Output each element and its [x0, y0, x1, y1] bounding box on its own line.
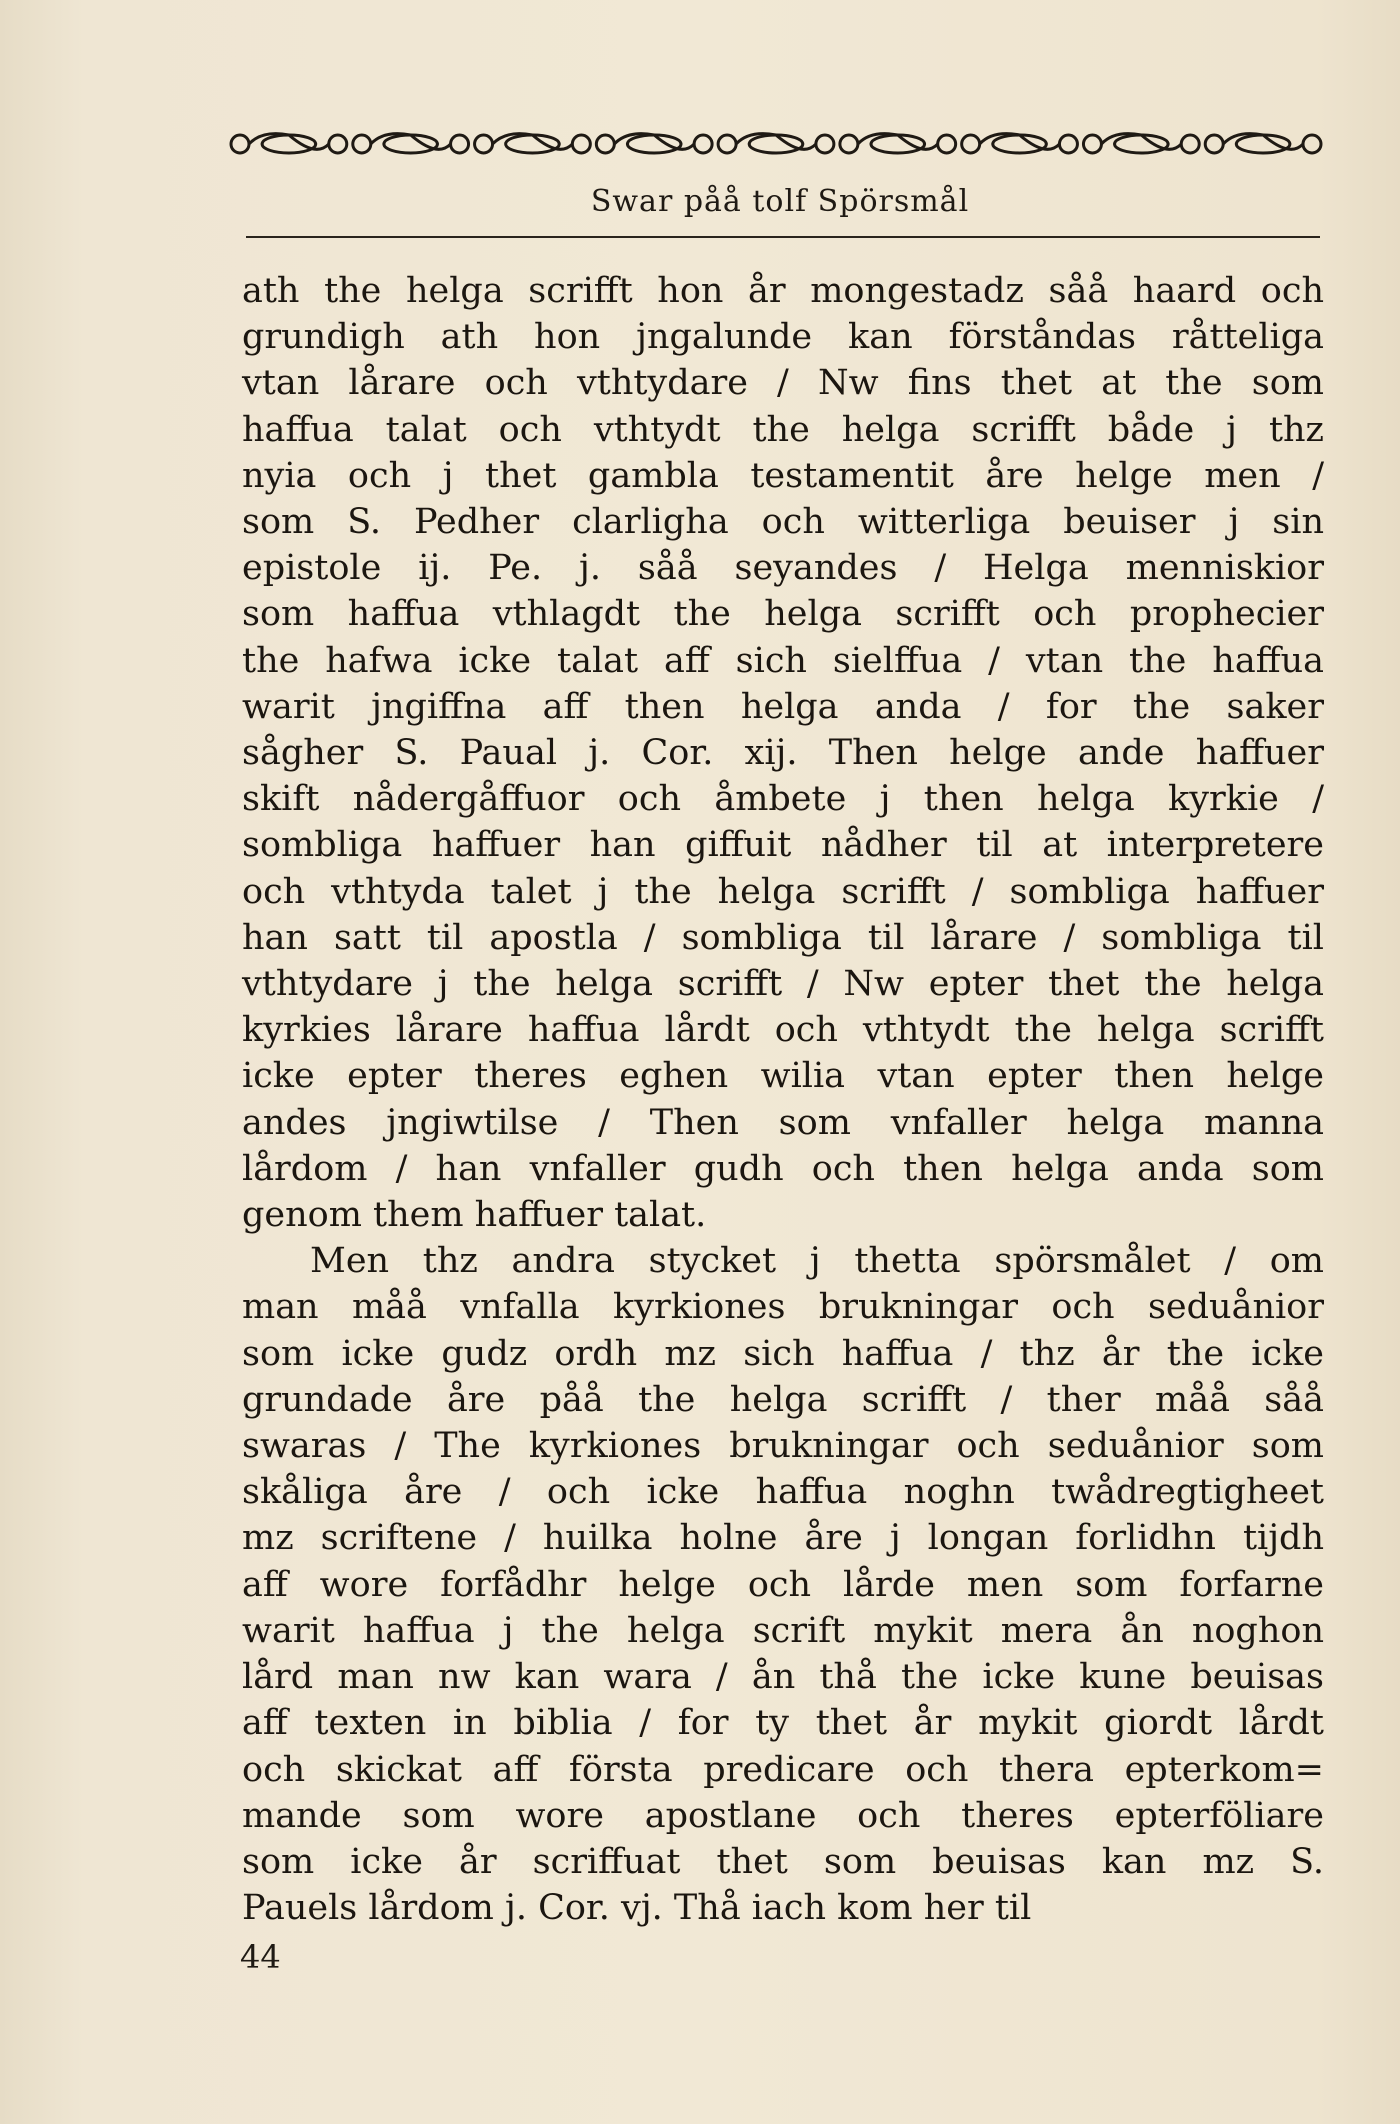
text-line: han satt til apostla / sombliga til lårare / sombliga til — [242, 917, 1324, 958]
paragraph — [242, 268, 1324, 1238]
text-line: nyia och j thet gambla testamentit åre helge men / — [242, 455, 1324, 496]
text-line: icke epter theres eghen wilia vtan epter then helge — [242, 1056, 1324, 1097]
text-line: skift nådergåffuor och åmbete j then helga kyrkie / — [242, 779, 1324, 820]
text-line: lårdom / han vnfaller gudh och then helga anda som — [242, 1148, 1324, 1189]
text-line: haffua talat och vthtydt the helga scrifft både j thz — [242, 409, 1324, 450]
text-line: the hafwa icke talat aff sich sielffua / vtan the haffua — [242, 640, 1324, 681]
page-number: 44 — [240, 1938, 281, 1976]
text-line: epistole ij. Pe. j. såå seyandes / Helga menniskior — [242, 548, 1324, 589]
text-line: och vthtyda talet j the helga scrifft / sombliga haffuer — [242, 871, 1324, 912]
text-line: grundade åre påå the helga scrifft / ther måå såå — [242, 1379, 1324, 1420]
text-line: vthtydare j the helga scrifft / Nw epter thet the helga — [242, 964, 1324, 1005]
text-line: och skickat aff första predicare och thera epterkom= — [242, 1749, 1324, 1790]
text-line: vtan lårare och vthtydare / Nw fins thet at the som — [242, 363, 1324, 404]
paragraph — [242, 1238, 1324, 1931]
text-line: Men thz andra stycket j thetta spörsmålet / om — [310, 1241, 1324, 1282]
text-line: grundigh ath hon jngalunde kan förståndas råtteliga — [242, 317, 1324, 358]
text-line: kyrkies lårare haffua lårdt och vthtydt the helga scrifft — [242, 1010, 1324, 1051]
text-line: andes jngiwtilse / Then som vnfaller helga manna — [242, 1102, 1324, 1143]
running-head: Swar påå tolf Spörsmål — [590, 184, 970, 219]
text-line: som haffua vthlagdt the helga scrifft och prophecier — [242, 594, 1324, 635]
text-line: aff wore forfådhr helge och lårde men som forfarne — [242, 1564, 1324, 1605]
text-line: warit jngiffna aff then helga anda / for the saker — [242, 686, 1324, 727]
text-line: Pauels lårdom j. Cor. vj. Thå iach kom her til — [242, 1888, 1032, 1929]
text-line: warit haffua j the helga scrift mykit mera ån noghon — [242, 1610, 1324, 1651]
text-line: som icke gudz ordh mz sich haffua / thz år the icke — [242, 1333, 1324, 1374]
text-line: mz scriftene / huilka holne åre j longan forlidhn tijdh — [242, 1518, 1324, 1559]
text-line: skåliga åre / och icke haffua noghn twådregtigheet — [242, 1472, 1324, 1513]
text-line: som S. Pedher clarligha och witterliga beuiser j sin — [242, 502, 1324, 543]
text-line: lård man nw kan wara / ån thå the icke kune beuisas — [242, 1657, 1324, 1698]
text-line: man måå vnfalla kyrkiones brukningar och seduånior — [242, 1287, 1324, 1328]
text-line: som icke år scriffuat thet som beuisas kan mz S. — [242, 1841, 1324, 1882]
header-rule — [246, 236, 1320, 238]
text-line: ath the helga scrifft hon år mongestadz såå haard och — [242, 271, 1324, 311]
text-line: aff texten in biblia / for ty thet år mykit giordt lårdt — [242, 1703, 1324, 1744]
text-line: sågher S. Paual j. Cor. xij. Then helge ande haffuer — [242, 733, 1324, 774]
text-line: sombliga haffuer han giffuit nådher til at interpretere — [242, 825, 1324, 866]
ornamental-border-icon — [228, 126, 1324, 162]
text-line: mande som wore apostlane och theres epterföliare — [242, 1795, 1324, 1836]
text-line: genom them haffuer talat. — [242, 1195, 707, 1236]
text-line: swaras / The kyrkiones brukningar och seduånior som — [242, 1426, 1324, 1467]
body-text — [242, 268, 1324, 1931]
